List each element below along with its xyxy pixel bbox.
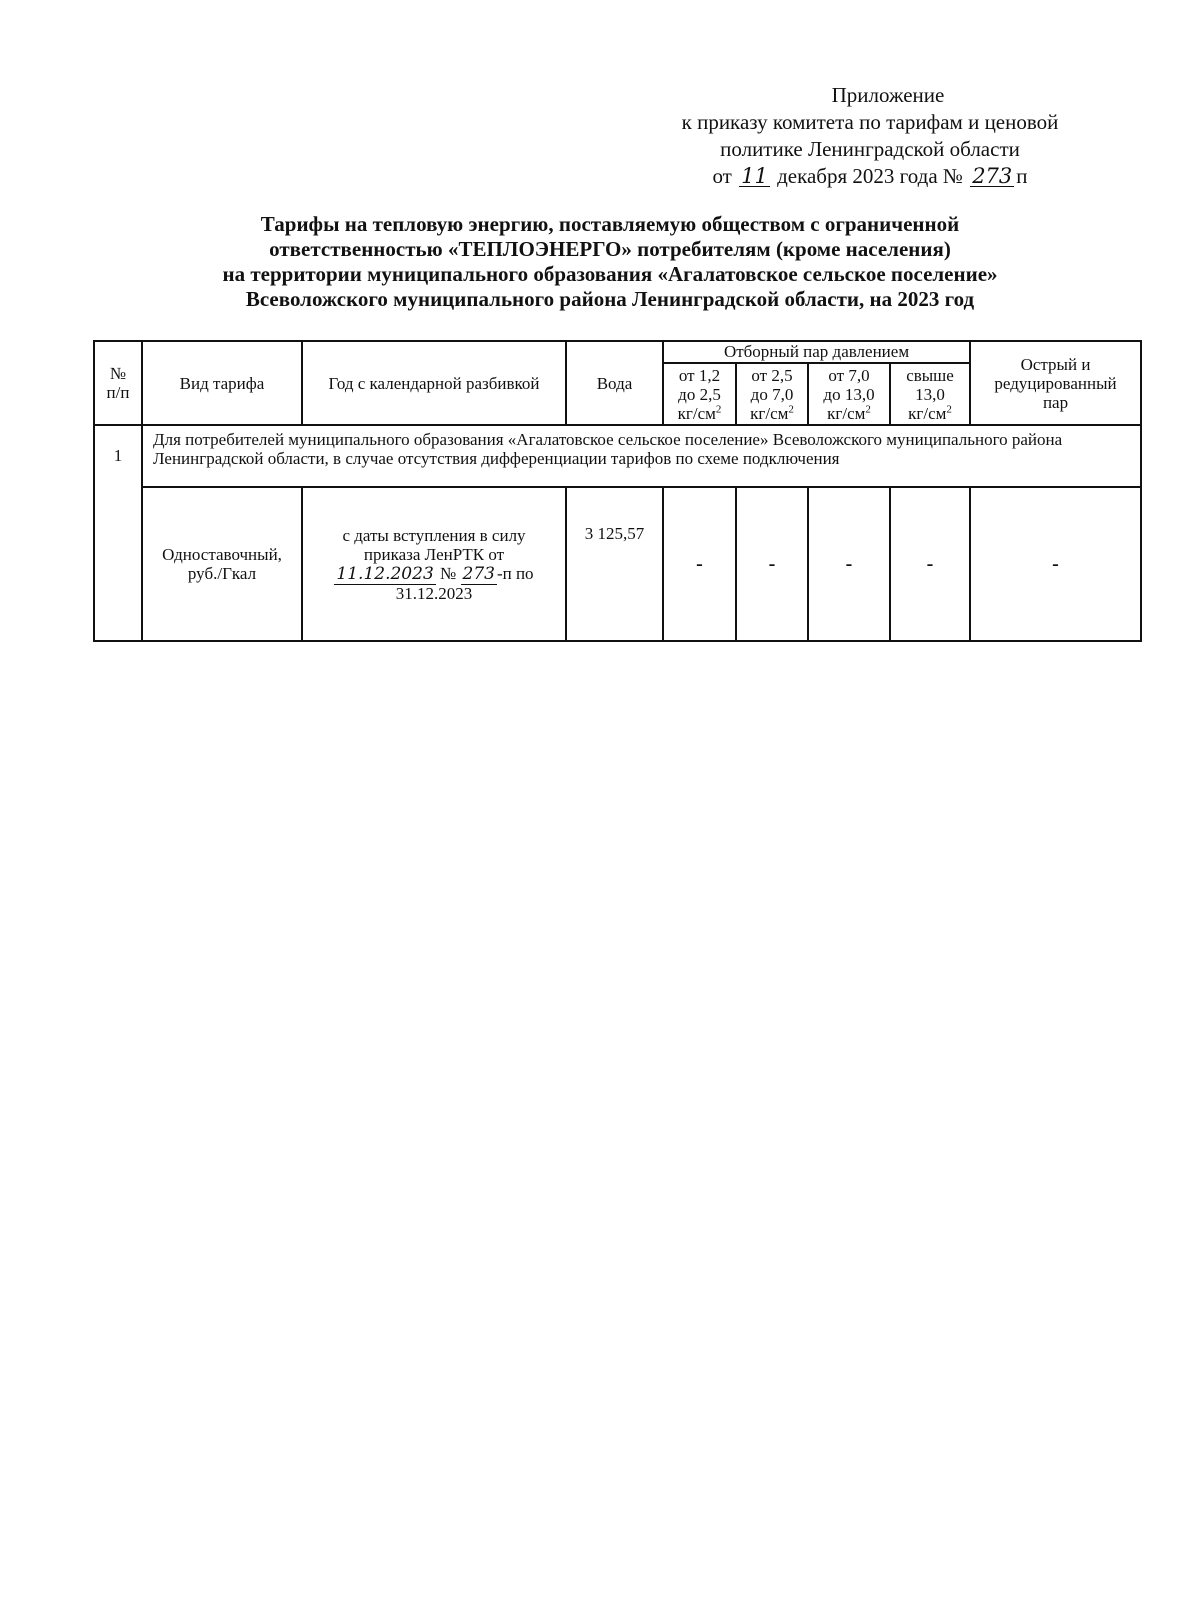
appendix-date-line xyxy=(640,163,1100,190)
header-number xyxy=(94,341,142,425)
date-prefix: от xyxy=(712,164,732,188)
pressure-2-value: - xyxy=(736,487,808,641)
pressure-4-value: - xyxy=(890,487,970,641)
period-line-1: с даты вступления в силу xyxy=(342,525,526,545)
group-row xyxy=(94,425,1141,487)
unit-text: кг/см xyxy=(908,403,947,423)
header-steam-group: Отборный пар давлением xyxy=(663,341,970,363)
tariff-type-cell xyxy=(142,487,302,641)
p1-line-b: до 2,5 xyxy=(678,384,721,404)
order-suffix: п xyxy=(1016,164,1028,188)
tariff-line-1: Одноставочный, xyxy=(162,545,282,564)
tariff-line-2: руб./Гкал xyxy=(187,564,257,583)
header-sharp-steam xyxy=(970,341,1141,425)
header-sharp-line-3: пар xyxy=(1042,392,1069,412)
p3-line-b: до 13,0 xyxy=(823,384,875,404)
p1-unit xyxy=(666,404,733,423)
p4-line-b: 13,0 xyxy=(915,384,945,404)
p3-line-a: от 7,0 xyxy=(828,365,870,385)
header-number-line-1: № xyxy=(109,364,127,383)
p4-line-a: свыше xyxy=(906,365,954,385)
p4-unit xyxy=(893,404,967,423)
unit-sup: 2 xyxy=(946,402,952,415)
tariff-table xyxy=(93,340,1142,642)
header-pressure-3 xyxy=(808,363,890,425)
header-pressure-4 xyxy=(890,363,970,425)
period-line-3 xyxy=(305,564,563,584)
title-line-2: ответственностью «ТЕПЛОЭНЕРГО» потребителям (кроме населения) xyxy=(269,237,951,261)
period-line-2: приказа ЛенРТК от xyxy=(363,544,505,564)
header-year: Год с календарной разбивкой xyxy=(302,341,566,425)
period-no-sign: № xyxy=(440,563,457,583)
p3-unit xyxy=(811,404,887,423)
title-line-4: Всеволожского муниципального района Ленинградской области, на 2023 год xyxy=(245,287,975,311)
period-cell xyxy=(302,487,566,641)
document-title xyxy=(120,212,1100,312)
date-rest: декабря 2023 года № xyxy=(777,164,963,188)
header-number-line-2: п/п xyxy=(106,383,130,402)
header-pressure-1 xyxy=(663,363,736,425)
header-sharp-line-2: редуцированный xyxy=(994,373,1117,393)
header-tariff-type: Вид тарифа xyxy=(142,341,302,425)
pressure-3-value: - xyxy=(808,487,890,641)
p2-line-a: от 2,5 xyxy=(751,365,793,385)
table-row xyxy=(94,487,1141,641)
appendix-line-2: к приказу комитета по тарифам и ценовой xyxy=(681,110,1059,134)
group-description: Для потребителей муниципального образования «Агалатовское сельское поселение» Всеволожского муниципального района Ленинградской области, в случае отсутствия дифференциации тарифов по схеме подключения xyxy=(142,425,1141,487)
sharp-steam-value: - xyxy=(970,487,1141,641)
unit-text: кг/см xyxy=(750,403,789,423)
unit-sup: 2 xyxy=(788,402,794,415)
appendix-line-3: политике Ленинградской области xyxy=(720,137,1020,161)
header-water: Вода xyxy=(566,341,663,425)
unit-text: кг/см xyxy=(827,403,866,423)
handwritten-order-number: 273 xyxy=(972,164,1013,188)
period-after: -п по xyxy=(496,563,534,583)
header-sharp-line-1: Острый и xyxy=(1020,354,1091,374)
handwritten-order-date: 11.12.2023 xyxy=(336,563,434,584)
header-pressure-2 xyxy=(736,363,808,425)
appendix-header xyxy=(640,82,1100,190)
header-row-1 xyxy=(94,341,1141,363)
handwritten-day: 11 xyxy=(741,164,768,188)
pressure-1-value: - xyxy=(663,487,736,641)
appendix-label: Приложение xyxy=(831,83,945,107)
row-number: 1 xyxy=(94,425,142,641)
handwritten-order-number-cell: 273 xyxy=(462,563,495,584)
title-line-1: Тарифы на тепловую энергию, поставляемую обществом с ограниченной xyxy=(260,212,960,236)
period-end: 31.12.2023 xyxy=(395,583,473,603)
p2-line-b: до 7,0 xyxy=(750,384,794,404)
unit-text: кг/см xyxy=(677,403,716,423)
unit-sup: 2 xyxy=(865,402,871,415)
p1-line-a: от 1,2 xyxy=(678,365,721,385)
unit-sup: 2 xyxy=(715,402,722,415)
p2-unit xyxy=(739,404,805,423)
title-line-3: на территории муниципального образования «Агалатовское сельское поселение» xyxy=(222,262,998,286)
water-value: 3 125,57 xyxy=(566,487,663,641)
